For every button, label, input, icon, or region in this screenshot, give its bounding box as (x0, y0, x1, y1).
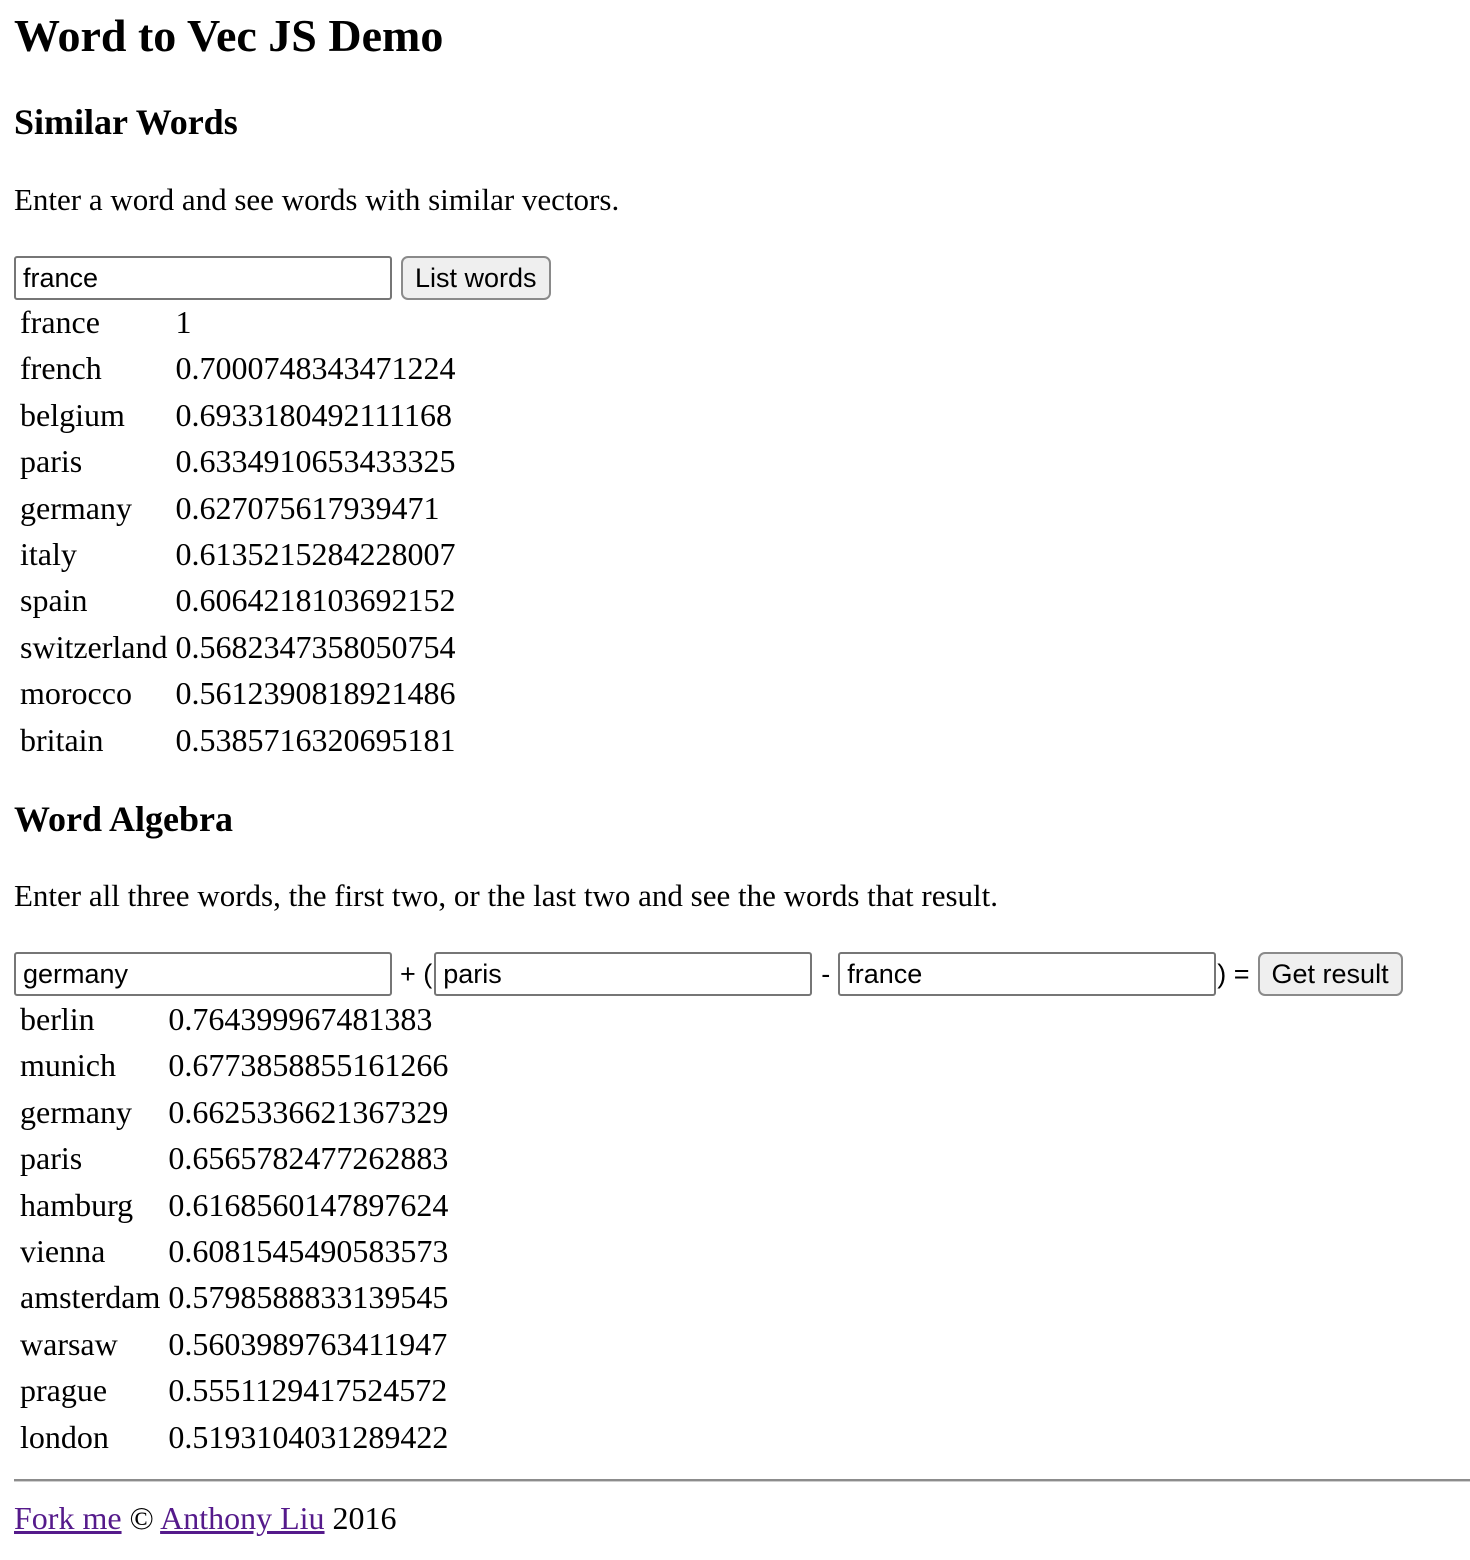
similar-words-description: Enter a word and see words with similar vectors. (14, 182, 620, 217)
result-word: vienna (20, 1233, 106, 1270)
result-word: britain (20, 721, 104, 758)
result-word: morocco (20, 675, 132, 712)
page-title: Word to Vec JS Demo (14, 10, 444, 61)
result-word: italy (20, 536, 77, 573)
result-word: london (20, 1418, 109, 1455)
footer-year: 2016 (324, 1500, 397, 1536)
result-row (18, 1228, 450, 1274)
result-row (18, 531, 458, 577)
result-row (18, 1274, 450, 1320)
result-row (18, 345, 458, 391)
result-row (18, 1089, 450, 1135)
result-score: 0.5682347358050754 (175, 628, 456, 665)
result-row (18, 299, 458, 345)
word-algebra-results (14, 996, 454, 1460)
result-word: prague (20, 1372, 108, 1409)
result-word: munich (20, 1047, 116, 1084)
algebra-second-word-input[interactable] (434, 952, 812, 996)
result-word: warsaw (20, 1325, 118, 1362)
result-score: 0.6334910653433325 (175, 443, 456, 480)
algebra-first-word-input[interactable] (14, 952, 392, 996)
list-words-button[interactable]: List words (401, 256, 551, 300)
result-row (18, 485, 458, 531)
plus-open-paren: + ( (400, 958, 433, 989)
word-algebra-heading: Word Algebra (14, 799, 234, 839)
result-score: 0.5385716320695181 (175, 721, 456, 758)
result-word: amsterdam (20, 1279, 161, 1316)
result-row (18, 996, 450, 1042)
result-score: 0.6773858855161266 (168, 1047, 449, 1084)
result-word: france (20, 304, 100, 340)
result-row (18, 624, 458, 670)
word-algebra-form (14, 952, 1403, 996)
minus-operator: - (821, 958, 831, 989)
result-row (18, 577, 458, 623)
get-result-button[interactable]: Get result (1258, 952, 1403, 996)
result-score: 0.7000748343471224 (175, 350, 456, 387)
similar-words-results (14, 299, 462, 763)
result-row (18, 1321, 450, 1367)
result-word: germany (20, 489, 132, 526)
result-score: 0.627075617939471 (175, 489, 440, 526)
result-score: 0.6135215284228007 (175, 536, 456, 573)
result-row (18, 1367, 450, 1413)
result-word: germany (20, 1093, 132, 1130)
result-word: paris (20, 443, 83, 480)
algebra-third-word-input[interactable] (838, 952, 1216, 996)
footer-divider (14, 1479, 1470, 1482)
result-score: 0.5603989763411947 (168, 1325, 448, 1362)
result-word: spain (20, 582, 88, 619)
result-word: hamburg (20, 1186, 134, 1223)
result-score: 0.6565782477262883 (168, 1140, 449, 1177)
result-row (18, 670, 458, 716)
result-word: french (20, 350, 102, 387)
result-score: 0.5193104031289422 (168, 1418, 449, 1455)
similar-words-form (14, 256, 551, 300)
result-word: paris (20, 1140, 83, 1177)
result-score: 0.6625336621367329 (168, 1093, 449, 1130)
result-row (18, 392, 458, 438)
result-row (18, 1182, 450, 1228)
result-score: 0.6081545490583573 (168, 1233, 449, 1270)
close-paren-equals: ) = (1217, 958, 1250, 989)
copyright-symbol: © (121, 1500, 161, 1536)
result-score: 0.764399967481383 (168, 1001, 433, 1037)
result-row (18, 1414, 450, 1460)
similar-words-heading: Similar Words (14, 102, 238, 142)
footer (14, 1499, 397, 1537)
result-score: 0.5798588833139545 (168, 1279, 449, 1316)
fork-me-link[interactable]: Fork me (14, 1500, 122, 1536)
result-score: 0.5612390818921486 (175, 675, 456, 712)
result-row (18, 717, 458, 763)
result-score: 0.6064218103692152 (175, 582, 456, 619)
similar-word-input[interactable] (14, 256, 392, 300)
result-score: 0.6168560147897624 (168, 1186, 449, 1223)
result-row (18, 438, 458, 484)
word-algebra-description: Enter all three words, the first two, or the last two and see the words that result. (14, 878, 998, 913)
result-score: 1 (175, 304, 192, 340)
result-word: belgium (20, 396, 125, 433)
result-word: berlin (20, 1001, 95, 1037)
result-word: switzerland (20, 628, 168, 665)
author-link[interactable]: Anthony Liu (160, 1500, 325, 1536)
result-row (18, 1042, 450, 1088)
result-row (18, 1135, 450, 1181)
result-score: 0.6933180492111168 (175, 396, 452, 433)
result-score: 0.5551129417524572 (168, 1372, 448, 1409)
